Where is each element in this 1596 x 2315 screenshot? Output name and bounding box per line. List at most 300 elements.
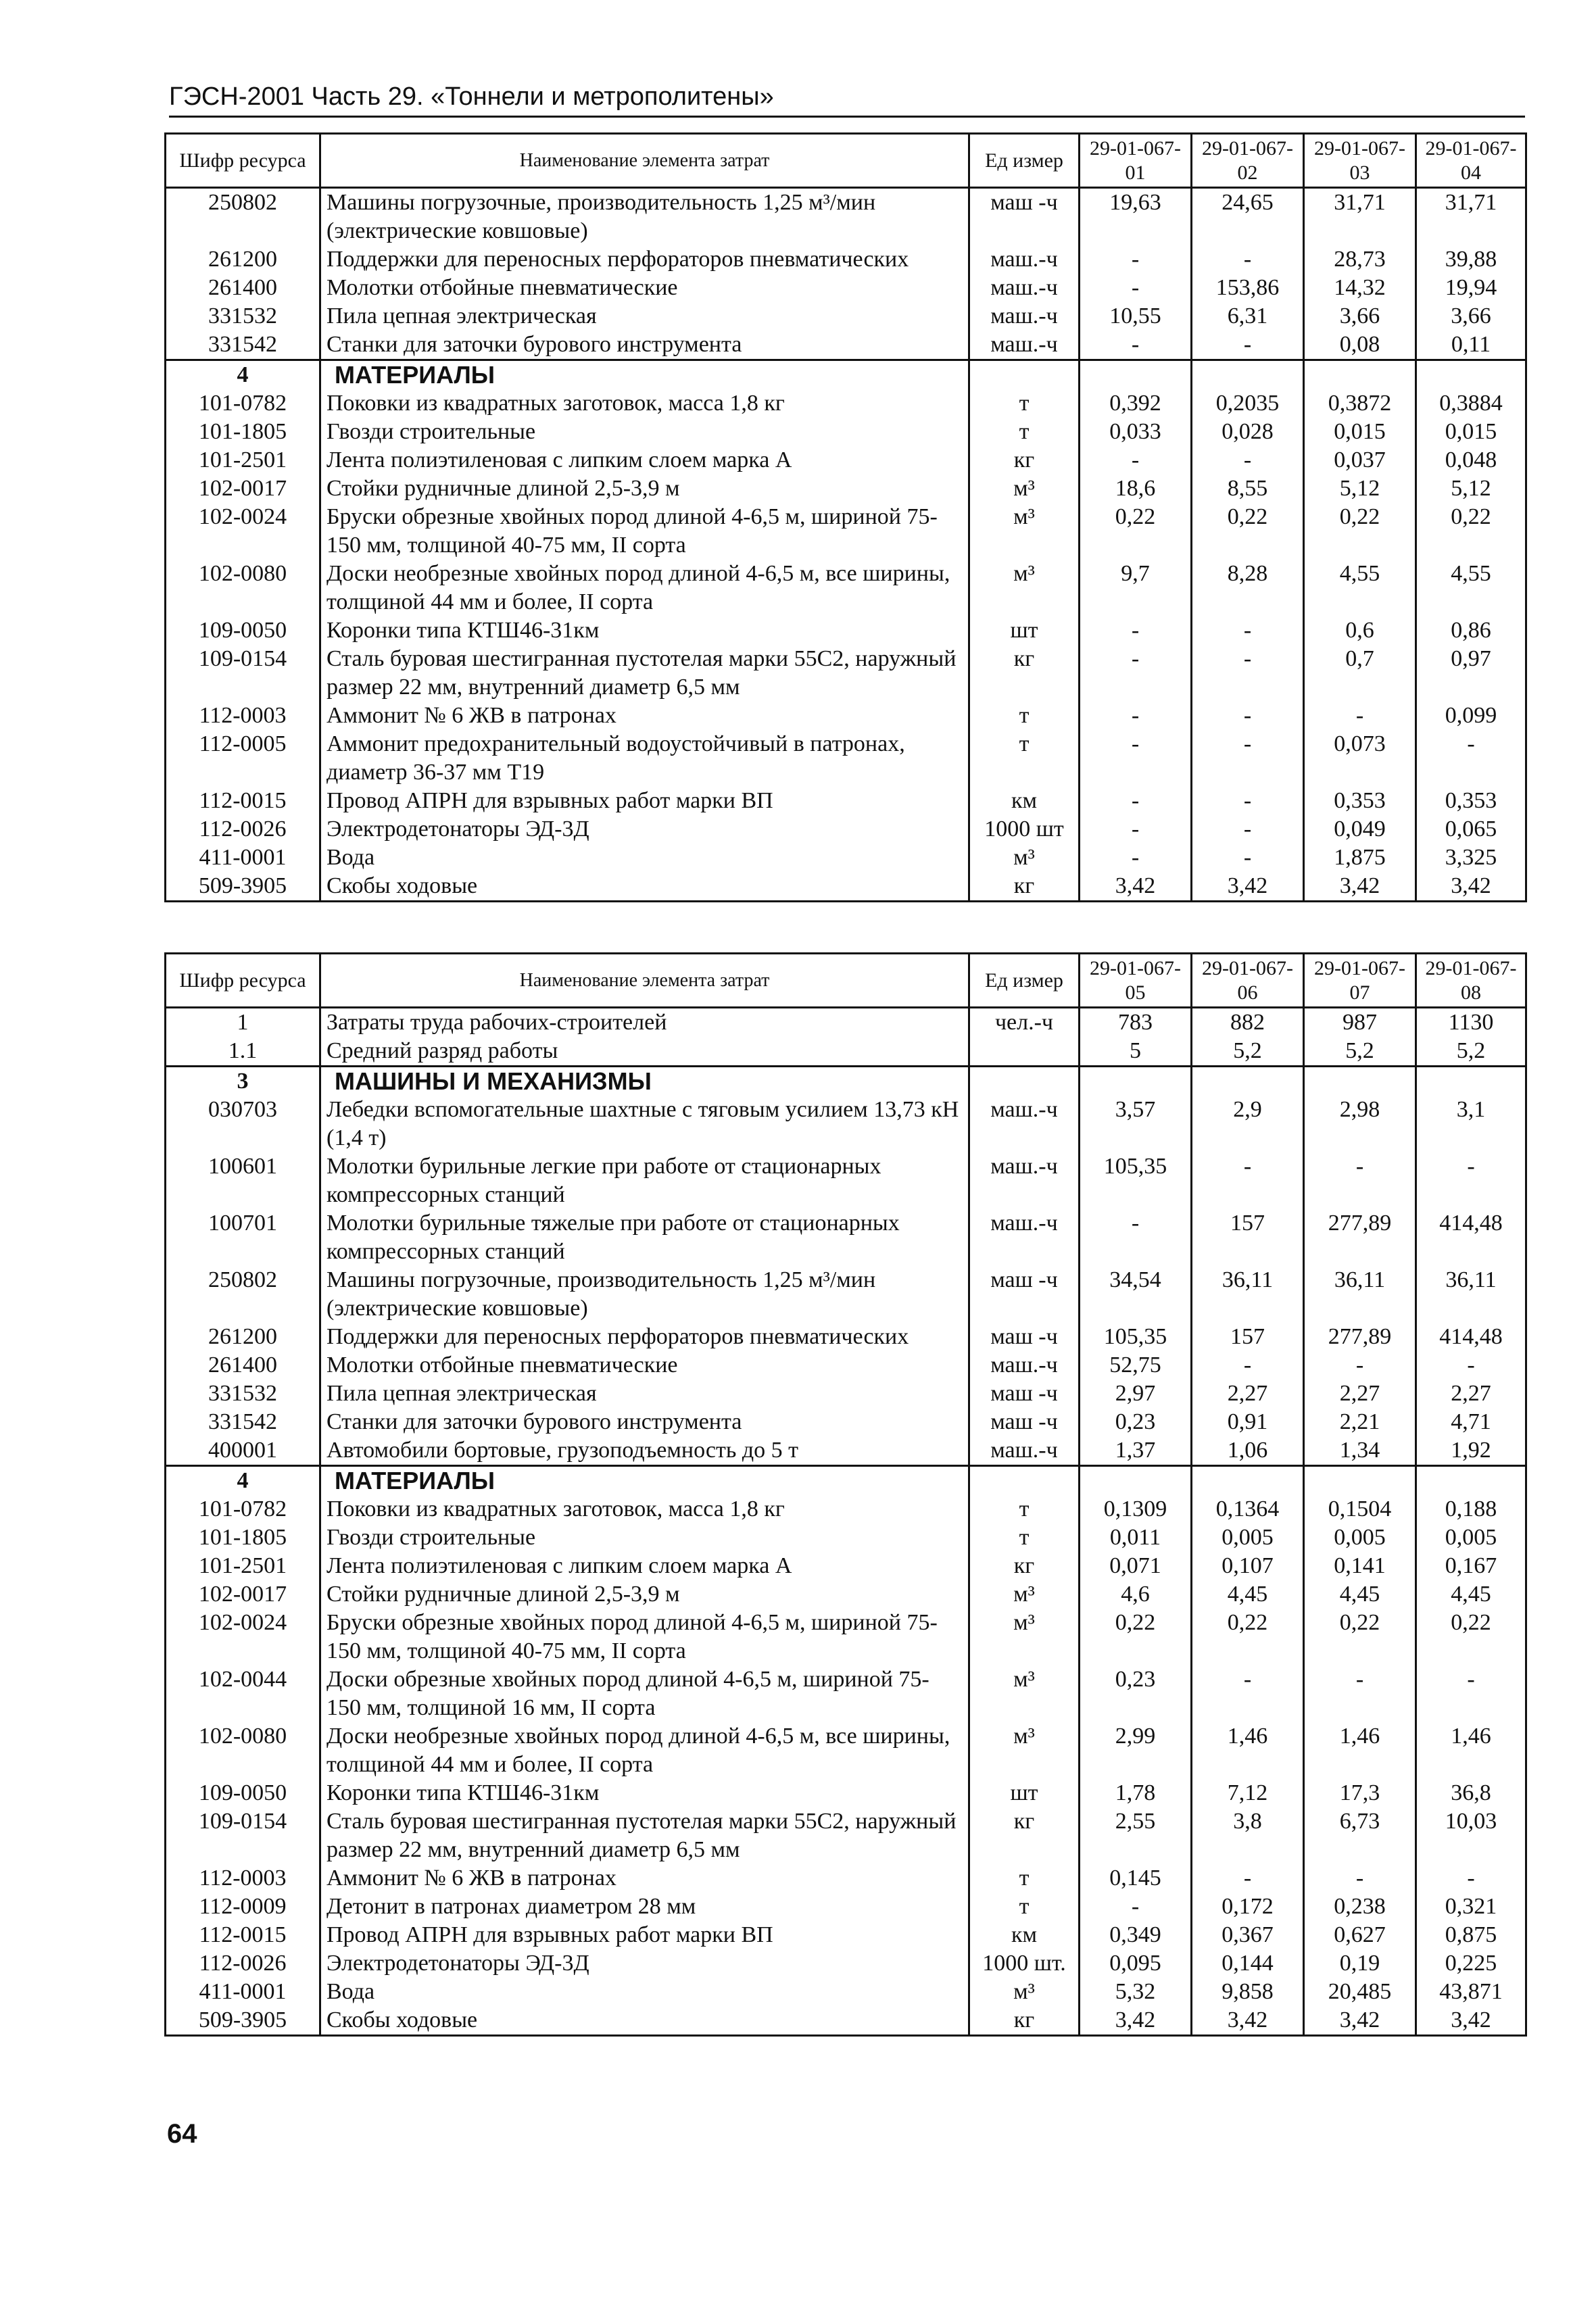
value-cell: 5,12	[1416, 474, 1526, 503]
value-cell: 3,42	[1192, 872, 1304, 902]
resource-code-cell: 4	[166, 1466, 320, 1496]
resource-name-cell: Доски обрезные хвойных пород длиной 4-6,5 м, шириной 75-150 мм, толщиной 16 мм, II сорта	[320, 1665, 969, 1722]
value-cell: 3,57	[1080, 1096, 1192, 1152]
resource-name-cell: Провод АПРН для взрывных работ марки ВП	[320, 787, 969, 815]
value-cell	[1192, 1466, 1304, 1496]
value-cell: 0,91	[1192, 1408, 1304, 1436]
value-cell: 2,99	[1080, 1722, 1192, 1779]
unit-cell: т	[969, 702, 1080, 730]
table-row	[166, 1008, 1526, 1038]
value-cell: 1130	[1416, 1008, 1526, 1038]
table-row	[166, 446, 1526, 474]
resource-code-cell: 101-1805	[166, 1524, 320, 1552]
value-cell: 19,94	[1416, 274, 1526, 302]
value-cell: 3,42	[1304, 2006, 1416, 2036]
resource-code-cell: 112-0026	[166, 1949, 320, 1978]
value-cell: -	[1192, 616, 1304, 645]
value-cell: 0,073	[1304, 730, 1416, 787]
value-cell: 0,3872	[1304, 389, 1416, 418]
value-cell: 31,71	[1416, 188, 1526, 246]
value-cell	[1416, 1067, 1526, 1096]
table-row	[166, 645, 1526, 702]
table-row	[166, 1266, 1526, 1323]
value-cell: -	[1304, 1665, 1416, 1722]
column-header-code: Шифр ресурса	[166, 954, 320, 1008]
resource-code-cell: 250802	[166, 188, 320, 246]
value-cell: 277,89	[1304, 1209, 1416, 1266]
value-cell: -	[1192, 1665, 1304, 1722]
value-cell: 18,6	[1080, 474, 1192, 503]
page-number: 64	[167, 2119, 197, 2149]
unit-cell: т	[969, 1524, 1080, 1552]
unit-cell: маш.-ч	[969, 1351, 1080, 1380]
value-cell: 0,22	[1304, 503, 1416, 560]
value-cell: 0,188	[1416, 1495, 1526, 1524]
value-cell	[1080, 360, 1192, 390]
resource-name-cell: Электродетонаторы ЭД-3Д	[320, 815, 969, 844]
value-cell: 6,31	[1192, 302, 1304, 331]
value-cell: 0,145	[1080, 1864, 1192, 1893]
value-cell: 0,22	[1416, 503, 1526, 560]
table-row	[166, 1949, 1526, 1978]
table-row	[166, 302, 1526, 331]
resource-name-cell: Электродетонаторы ЭД-3Д	[320, 1949, 969, 1978]
unit-cell	[969, 1466, 1080, 1496]
value-cell: 0,065	[1416, 815, 1526, 844]
resource-name-cell: Бруски обрезные хвойных пород длиной 4-6,5 м, шириной 75-150 мм, толщиной 40-75 мм, II сорта	[320, 503, 969, 560]
value-cell: 882	[1192, 1008, 1304, 1038]
table-1-header	[166, 134, 1526, 188]
resource-name-cell: Поддержки для переносных перфораторов пневматических	[320, 1323, 969, 1351]
table-1-body	[166, 188, 1526, 902]
unit-cell: м³	[969, 503, 1080, 560]
value-cell: 105,35	[1080, 1152, 1192, 1209]
column-header-variant: 29-01-067-03	[1304, 134, 1416, 188]
value-cell: 0,011	[1080, 1524, 1192, 1552]
unit-cell: кг	[969, 446, 1080, 474]
value-cell: 105,35	[1080, 1323, 1192, 1351]
resource-name-cell: Бруски обрезные хвойных пород длиной 4-6,5 м, шириной 75-150 мм, толщиной 40-75 мм, II сорта	[320, 1609, 969, 1665]
value-cell: 0,22	[1080, 503, 1192, 560]
resource-name-cell: Затраты труда рабочих-строителей	[320, 1008, 969, 1038]
value-cell: -	[1080, 446, 1192, 474]
resource-code-cell: 030703	[166, 1096, 320, 1152]
resource-code-cell: 411-0001	[166, 844, 320, 872]
resource-name-cell: Доски необрезные хвойных пород длиной 4-6,5 м, все ширины, толщиной 44 мм и более, II сорта	[320, 1722, 969, 1779]
resource-table-2	[164, 952, 1527, 2037]
table-row	[166, 1921, 1526, 1949]
value-cell: -	[1192, 1351, 1304, 1380]
table-row	[166, 844, 1526, 872]
value-cell: 0,033	[1080, 418, 1192, 446]
value-cell: 1,78	[1080, 1779, 1192, 1807]
resource-code-cell: 250802	[166, 1266, 320, 1323]
value-cell: -	[1080, 815, 1192, 844]
table-row	[166, 1722, 1526, 1779]
resource-code-cell: 331542	[166, 331, 320, 360]
resource-code-cell: 102-0024	[166, 1609, 320, 1665]
value-cell: 36,11	[1416, 1266, 1526, 1323]
value-cell: 4,6	[1080, 1580, 1192, 1609]
resource-name-cell: Средний разряд работы	[320, 1037, 969, 1067]
resource-name-cell: Поковки из квадратных заготовок, масса 1,8 кг	[320, 389, 969, 418]
value-cell: 0,225	[1416, 1949, 1526, 1978]
value-cell: 1,37	[1080, 1436, 1192, 1466]
value-cell: 277,89	[1304, 1323, 1416, 1351]
unit-cell: кг	[969, 1552, 1080, 1580]
value-cell: 157	[1192, 1323, 1304, 1351]
value-cell: 0,875	[1416, 1921, 1526, 1949]
value-cell: 4,71	[1416, 1408, 1526, 1436]
resource-code-cell: 102-0080	[166, 560, 320, 616]
resource-name-cell: Молотки бурильные тяжелые при работе от стационарных компрессорных станций	[320, 1209, 969, 1266]
table-row	[166, 730, 1526, 787]
value-cell: 17,3	[1304, 1779, 1416, 1807]
resource-code-cell: 112-0003	[166, 702, 320, 730]
table-row	[166, 188, 1526, 246]
value-cell: 3,42	[1192, 2006, 1304, 2036]
resource-code-cell: 261400	[166, 1351, 320, 1380]
section-title-cell: МАШИНЫ И МЕХАНИЗМЫ	[320, 1067, 969, 1096]
value-cell: -	[1192, 730, 1304, 787]
resource-code-cell: 109-0050	[166, 1779, 320, 1807]
unit-cell: кг	[969, 1807, 1080, 1864]
value-cell: 3,42	[1080, 872, 1192, 902]
value-cell: -	[1080, 730, 1192, 787]
value-cell	[1304, 1466, 1416, 1496]
value-cell	[1080, 1067, 1192, 1096]
value-cell: 3,325	[1416, 844, 1526, 872]
unit-cell: м³	[969, 1609, 1080, 1665]
resource-name-cell: Аммонит № 6 ЖВ в патронах	[320, 702, 969, 730]
value-cell: -	[1192, 245, 1304, 274]
unit-cell: маш -ч	[969, 1408, 1080, 1436]
unit-cell: маш.-ч	[969, 331, 1080, 360]
value-cell: 0,238	[1304, 1893, 1416, 1921]
resource-name-cell: Коронки типа КТШ46-31км	[320, 616, 969, 645]
resource-code-cell: 331542	[166, 1408, 320, 1436]
unit-cell: маш.-ч	[969, 274, 1080, 302]
table-row	[166, 1552, 1526, 1580]
value-cell: 10,03	[1416, 1807, 1526, 1864]
table-row	[166, 1524, 1526, 1552]
section-title-cell: МАТЕРИАЛЫ	[320, 1466, 969, 1496]
column-header-variant: 29-01-067-06	[1192, 954, 1304, 1008]
value-cell: 1,875	[1304, 844, 1416, 872]
column-header-unit: Ед измер	[969, 134, 1080, 188]
table-row	[166, 1665, 1526, 1722]
value-cell: 4,55	[1304, 560, 1416, 616]
table-row	[166, 1580, 1526, 1609]
value-cell: 0,144	[1192, 1949, 1304, 1978]
value-cell: -	[1192, 702, 1304, 730]
resource-table-1	[164, 132, 1527, 902]
value-cell	[1304, 1067, 1416, 1096]
resource-code-cell: 101-0782	[166, 1495, 320, 1524]
unit-cell: км	[969, 787, 1080, 815]
value-cell: -	[1080, 844, 1192, 872]
value-cell: 2,27	[1304, 1380, 1416, 1408]
resource-name-cell: Поковки из квадратных заготовок, масса 1,8 кг	[320, 1495, 969, 1524]
value-cell: 4,45	[1192, 1580, 1304, 1609]
resource-code-cell: 331532	[166, 1380, 320, 1408]
unit-cell: шт	[969, 616, 1080, 645]
value-cell: 2,27	[1416, 1380, 1526, 1408]
unit-cell	[969, 1067, 1080, 1096]
value-cell: -	[1080, 1209, 1192, 1266]
resource-code-cell: 261400	[166, 274, 320, 302]
column-header-variant: 29-01-067-01	[1080, 134, 1192, 188]
value-cell: 0,6	[1304, 616, 1416, 645]
value-cell: 1,46	[1416, 1722, 1526, 1779]
unit-cell: кг	[969, 872, 1080, 902]
value-cell: -	[1416, 1665, 1526, 1722]
table-row	[166, 1152, 1526, 1209]
column-header-variant: 29-01-067-05	[1080, 954, 1192, 1008]
value-cell: -	[1304, 1351, 1416, 1380]
resource-code-cell: 100601	[166, 1152, 320, 1209]
value-cell: 0,028	[1192, 418, 1304, 446]
resource-code-cell: 102-0024	[166, 503, 320, 560]
value-cell: 153,86	[1192, 274, 1304, 302]
resource-code-cell: 101-1805	[166, 418, 320, 446]
table-row	[166, 1978, 1526, 2006]
resource-name-cell: Пила цепная электрическая	[320, 1380, 969, 1408]
value-cell: 31,71	[1304, 188, 1416, 246]
value-cell: -	[1192, 844, 1304, 872]
value-cell: 19,63	[1080, 188, 1192, 246]
value-cell: 5,2	[1416, 1037, 1526, 1067]
resource-name-cell: Лента полиэтиленовая с липким слоем марка А	[320, 446, 969, 474]
value-cell: 2,21	[1304, 1408, 1416, 1436]
resource-code-cell: 112-0026	[166, 815, 320, 844]
value-cell: 4,55	[1416, 560, 1526, 616]
value-cell: 0,037	[1304, 446, 1416, 474]
value-cell: 1,92	[1416, 1436, 1526, 1466]
value-cell: 0,349	[1080, 1921, 1192, 1949]
resource-code-cell: 261200	[166, 245, 320, 274]
section-row	[166, 360, 1526, 390]
resource-name-cell: Коронки типа КТШ46-31км	[320, 1779, 969, 1807]
value-cell: 2,98	[1304, 1096, 1416, 1152]
unit-cell: маш.-ч	[969, 1436, 1080, 1466]
resource-name-cell: Молотки отбойные пневматические	[320, 1351, 969, 1380]
unit-cell: м³	[969, 474, 1080, 503]
value-cell: 10,55	[1080, 302, 1192, 331]
resource-code-cell: 109-0154	[166, 645, 320, 702]
resource-name-cell: Провод АПРН для взрывных работ марки ВП	[320, 1921, 969, 1949]
resource-code-cell: 101-2501	[166, 1552, 320, 1580]
unit-cell: км	[969, 1921, 1080, 1949]
unit-cell: 1000 шт.	[969, 1949, 1080, 1978]
table-row	[166, 1096, 1526, 1152]
section-row	[166, 1067, 1526, 1096]
column-header-variant: 29-01-067-02	[1192, 134, 1304, 188]
resource-name-cell: Стойки рудничные длиной 2,5-3,9 м	[320, 474, 969, 503]
value-cell: 0,321	[1416, 1893, 1526, 1921]
table-row	[166, 389, 1526, 418]
value-cell: 52,75	[1080, 1351, 1192, 1380]
value-cell: 0,005	[1304, 1524, 1416, 1552]
table-row	[166, 872, 1526, 902]
unit-cell: кг	[969, 645, 1080, 702]
unit-cell: шт	[969, 1779, 1080, 1807]
value-cell: 2,55	[1080, 1807, 1192, 1864]
value-cell: 0,392	[1080, 389, 1192, 418]
value-cell: 0,22	[1080, 1609, 1192, 1665]
value-cell: 0,005	[1192, 1524, 1304, 1552]
value-cell: 0,627	[1304, 1921, 1416, 1949]
resource-code-cell: 100701	[166, 1209, 320, 1266]
value-cell: -	[1192, 815, 1304, 844]
value-cell: 0,22	[1304, 1609, 1416, 1665]
value-cell: -	[1080, 1893, 1192, 1921]
resource-name-cell: Гвозди строительные	[320, 418, 969, 446]
resource-name-cell: Поддержки для переносных перфораторов пневматических	[320, 245, 969, 274]
unit-cell: маш -ч	[969, 1380, 1080, 1408]
unit-cell: 1000 шт	[969, 815, 1080, 844]
value-cell: 414,48	[1416, 1323, 1526, 1351]
table-row	[166, 245, 1526, 274]
unit-cell: маш -ч	[969, 188, 1080, 246]
document-title: ГЭСН-2001 Часть 29. «Тоннели и метрополитены»	[169, 82, 774, 111]
value-cell: 157	[1192, 1209, 1304, 1266]
value-cell: -	[1416, 1864, 1526, 1893]
table-row	[166, 1408, 1526, 1436]
value-cell: 0,071	[1080, 1552, 1192, 1580]
table-row	[166, 1037, 1526, 1067]
value-cell: 3,42	[1080, 2006, 1192, 2036]
value-cell: 14,32	[1304, 274, 1416, 302]
value-cell: 0,353	[1416, 787, 1526, 815]
value-cell: 0,2035	[1192, 389, 1304, 418]
value-cell: 3,1	[1416, 1096, 1526, 1152]
value-cell: 36,8	[1416, 1779, 1526, 1807]
value-cell: 43,871	[1416, 1978, 1526, 2006]
resource-name-cell: Гвозди строительные	[320, 1524, 969, 1552]
unit-cell: т	[969, 418, 1080, 446]
value-cell	[1416, 360, 1526, 390]
resource-code-cell: 109-0154	[166, 1807, 320, 1864]
table-row	[166, 560, 1526, 616]
value-cell	[1304, 360, 1416, 390]
section-title-cell: МАТЕРИАЛЫ	[320, 360, 969, 390]
value-cell	[1192, 1067, 1304, 1096]
value-cell: 0,22	[1192, 503, 1304, 560]
column-header-unit: Ед измер	[969, 954, 1080, 1008]
value-cell: 2,97	[1080, 1380, 1192, 1408]
resource-name-cell: Молотки отбойные пневматические	[320, 274, 969, 302]
unit-cell: т	[969, 1864, 1080, 1893]
value-cell: 1,06	[1192, 1436, 1304, 1466]
value-cell: 3,66	[1416, 302, 1526, 331]
value-cell: 987	[1304, 1008, 1416, 1038]
value-cell: -	[1192, 331, 1304, 360]
value-cell: -	[1192, 1864, 1304, 1893]
unit-cell: т	[969, 1495, 1080, 1524]
table-row	[166, 2006, 1526, 2036]
unit-cell	[969, 360, 1080, 390]
resource-code-cell: 112-0005	[166, 730, 320, 787]
value-cell: -	[1416, 730, 1526, 787]
page-header	[169, 82, 1525, 118]
resource-code-cell: 261200	[166, 1323, 320, 1351]
unit-cell: м³	[969, 560, 1080, 616]
value-cell: 0,367	[1192, 1921, 1304, 1949]
value-cell: 0,141	[1304, 1552, 1416, 1580]
value-cell	[1416, 1466, 1526, 1496]
resource-code-cell: 400001	[166, 1436, 320, 1466]
table-row	[166, 1864, 1526, 1893]
column-header-name: Наименование элемента затрат	[320, 954, 969, 1008]
value-cell: 0,015	[1304, 418, 1416, 446]
table-row	[166, 418, 1526, 446]
table-row	[166, 474, 1526, 503]
resource-code-cell: 112-0015	[166, 787, 320, 815]
value-cell: 39,88	[1416, 245, 1526, 274]
resource-code-cell: 109-0050	[166, 616, 320, 645]
value-cell: 0,22	[1192, 1609, 1304, 1665]
value-cell: 0,1364	[1192, 1495, 1304, 1524]
resource-name-cell: Пила цепная электрическая	[320, 302, 969, 331]
resource-code-cell: 331532	[166, 302, 320, 331]
resource-code-cell: 102-0017	[166, 1580, 320, 1609]
value-cell: -	[1192, 787, 1304, 815]
resource-code-cell: 4	[166, 360, 320, 390]
value-cell: 0,7	[1304, 645, 1416, 702]
value-cell: 0,23	[1080, 1665, 1192, 1722]
table-row	[166, 787, 1526, 815]
value-cell: 5,2	[1304, 1037, 1416, 1067]
value-cell: 2,9	[1192, 1096, 1304, 1152]
value-cell: -	[1416, 1152, 1526, 1209]
column-header-name: Наименование элемента затрат	[320, 134, 969, 188]
resource-name-cell: Доски необрезные хвойных пород длиной 4-6,5 м, все ширины, толщиной 44 мм и более, II сорта	[320, 560, 969, 616]
table-row	[166, 1209, 1526, 1266]
value-cell: 1,46	[1304, 1722, 1416, 1779]
table-row	[166, 1380, 1526, 1408]
value-cell: 0,172	[1192, 1893, 1304, 1921]
resource-name-cell: Автомобили бортовые, грузоподъемность до 5 т	[320, 1436, 969, 1466]
table-row	[166, 1779, 1526, 1807]
value-cell: 4,45	[1304, 1580, 1416, 1609]
unit-cell: маш.-ч	[969, 302, 1080, 331]
unit-cell: чел.-ч	[969, 1008, 1080, 1038]
value-cell: -	[1304, 702, 1416, 730]
value-cell: 0,049	[1304, 815, 1416, 844]
value-cell: 34,54	[1080, 1266, 1192, 1323]
value-cell: 0,3884	[1416, 389, 1526, 418]
table-row	[166, 274, 1526, 302]
value-cell: -	[1192, 1152, 1304, 1209]
value-cell: 9,858	[1192, 1978, 1304, 2006]
value-cell: 0,08	[1304, 331, 1416, 360]
resource-name-cell: Аммонит предохранительный водоустойчивый в патронах, диаметр 36-37 мм Т19	[320, 730, 969, 787]
resource-name-cell: Детонит в патронах диаметром 28 мм	[320, 1893, 969, 1921]
unit-cell: маш.-ч	[969, 1096, 1080, 1152]
resource-code-cell: 101-2501	[166, 446, 320, 474]
value-cell: 0,1309	[1080, 1495, 1192, 1524]
value-cell: 783	[1080, 1008, 1192, 1038]
resource-name-cell: Станки для заточки бурового инструмента	[320, 331, 969, 360]
resource-code-cell: 102-0044	[166, 1665, 320, 1722]
value-cell: -	[1080, 274, 1192, 302]
value-cell: 0,095	[1080, 1949, 1192, 1978]
value-cell: 0,1504	[1304, 1495, 1416, 1524]
value-cell: -	[1192, 446, 1304, 474]
value-cell: 7,12	[1192, 1779, 1304, 1807]
value-cell: 0,353	[1304, 787, 1416, 815]
